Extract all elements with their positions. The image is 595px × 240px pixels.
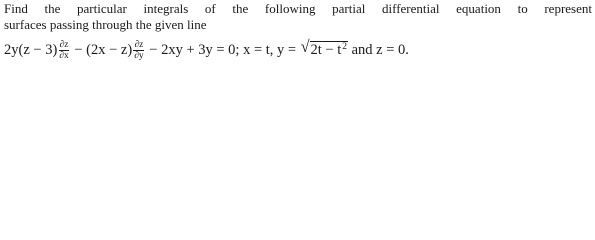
radical-sign-icon: √	[300, 38, 310, 57]
square-root	[301, 39, 348, 61]
fraction-denominator: ∂x	[59, 50, 69, 61]
problem-statement	[4, 1, 592, 33]
problem-text-line-1: Find the particular integrals of the following partial differential equation to represent	[4, 1, 592, 16]
equation-term-2: − (2x − z)	[70, 41, 133, 58]
equation-term-1: 2y(z − 3)	[4, 41, 58, 58]
problem-text-line-2: surfaces passing through the given line	[4, 17, 207, 32]
fraction-numerator: ∂z	[59, 39, 69, 50]
partial-derivative-dz-dy	[133, 40, 144, 61]
pde-equation	[4, 38, 409, 62]
radicand	[310, 41, 349, 61]
partial-derivative-dz-dx	[58, 40, 69, 61]
fraction-numerator: ∂z	[134, 39, 144, 50]
equation-term-4: and z = 0.	[348, 41, 409, 58]
radicand-exponent: 2	[342, 42, 347, 52]
radicand-text: 2t − t	[310, 42, 342, 58]
fraction-denominator: ∂y	[134, 50, 144, 61]
equation-term-3: − 2xy + 3y = 0; x = t, y =	[145, 41, 300, 58]
